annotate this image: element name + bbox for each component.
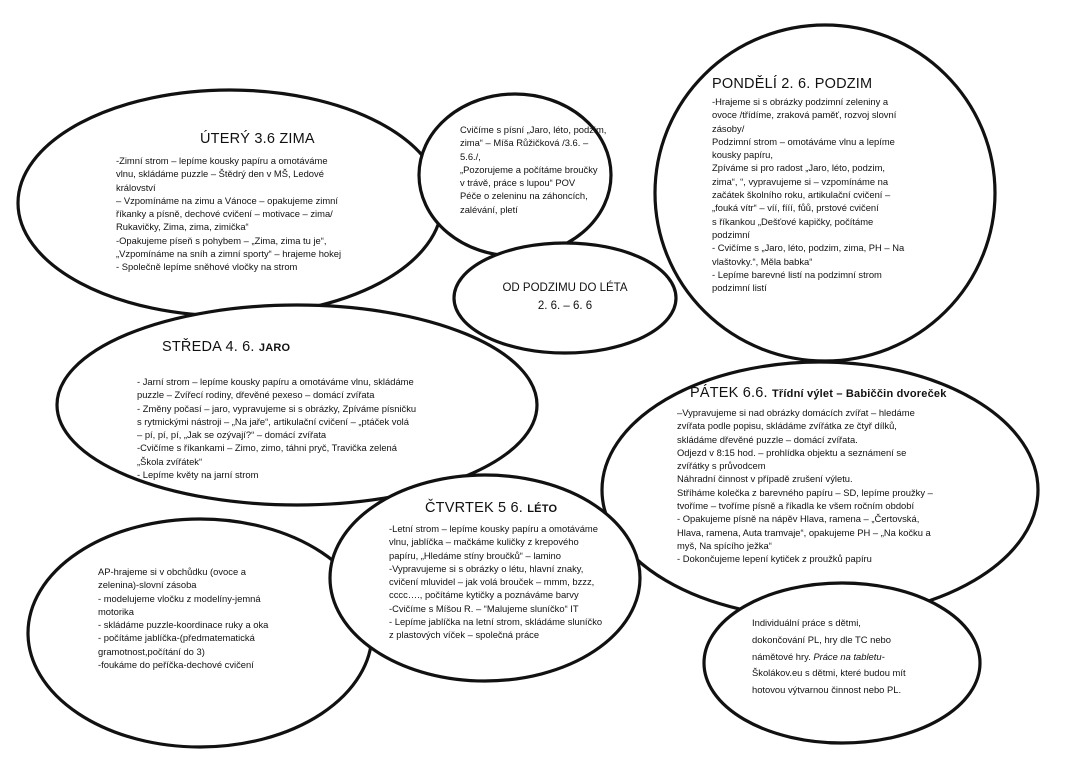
text-line: zima“, “, vypravujeme si – vzpomínáme na [712, 175, 889, 187]
patek-title [690, 385, 947, 401]
text-line: „Pozorujeme a počítáme broučky [460, 163, 598, 175]
text-line: zvířátky s průvodcem [677, 460, 766, 472]
text-line: skládáme dřevěné puzzle – domácí zvířata. [677, 433, 858, 445]
text-line: -Zimní strom – lepíme kousky papíru a omotáváme [116, 155, 328, 166]
text-line: Cvičíme s písní „Jaro, léto, podzim, [460, 124, 607, 135]
text-line: -Vypravujeme si s obrázky o létu, hlavní znaky, [389, 562, 584, 574]
text-line: tvoříme – tvoříme písně a říkadla ke všem ročním období [677, 500, 915, 512]
text-line: - skládáme puzzle-koordinace ruky a oka [98, 619, 269, 631]
text-line: - Lepíme barevné listí na podzimní strom [712, 268, 882, 280]
text-line: -Letní strom – lepíme kousky papíru a omotáváme [389, 523, 598, 534]
utery-text [116, 154, 341, 274]
text-line: -Hrajeme si s obrázky podzimní zeleniny a [712, 96, 889, 107]
text-line: –Vypravujeme si nad obrázky domácích zvířat – hledáme [677, 407, 915, 418]
text-line [752, 649, 906, 666]
text-line: -foukáme do peříčka-dechové cvičení [98, 659, 254, 671]
ctvrtek-title [425, 500, 557, 516]
utery-title: ÚTERÝ 3.6 ZIMA [200, 131, 315, 147]
text-line: s říkankou „Dešťové kapičky, počítáme [712, 215, 874, 227]
text-line: začátek školního roku, artikulační cvičení – [712, 189, 891, 201]
text-line: ovoce /třídíme, zraková paměť, rozvoj slovní [712, 109, 897, 121]
patek-title-main: PÁTEK 6.6. [690, 385, 768, 401]
ctvrtek-text [389, 522, 602, 642]
text-line: - Cvičíme s „Jaro, léto, podzim, zima, PH – Na [712, 242, 905, 254]
individual-line3-text: námětové hry. [752, 650, 814, 662]
text-line: – pí, pí, pí, „Jak se ozývají?“ – domácí zvířata [137, 429, 327, 441]
pondeli-title: PONDĚLÍ 2. 6. PODZIM [712, 76, 873, 92]
text-line: vlaštovky.“, Měla babka“ [712, 255, 813, 267]
text-line: - modelujeme vločku z modelíny-jemná [98, 592, 261, 604]
streda-title-season: JARO [258, 342, 291, 354]
text-line: podzimní [712, 228, 751, 240]
text-line: Péče o zeleninu na záhoncích, [460, 190, 588, 202]
text-line: zelenina)-slovní zásoba [98, 579, 197, 591]
text-line: 5.6./, [460, 150, 481, 162]
patek-text [677, 406, 933, 566]
patek-title-trip: Třídní výlet – Babiččin dvoreček [772, 388, 947, 400]
text-line: -Cvičíme s říkankami – Zimo, zimo, táhni pryč, Travička zelená [137, 442, 397, 454]
text-line: z plastových víček – společná práce [389, 629, 540, 641]
streda-title [162, 339, 290, 355]
text-line: Podzimní strom – omotáváme vlnu a lepíme [712, 135, 895, 147]
text-line: - Lepíme jablíčka na letní strom, skládáme sluníčko [389, 616, 603, 628]
text-line: Školákov.eu s dětmi, které budou mít [752, 667, 906, 679]
text-line: Stříháme kolečka z barevného papíru – SD, lepíme proužky – [677, 486, 933, 498]
text-line: - Opakujeme písně na nápěv Hlava, ramena – „Čertovská, [677, 513, 920, 525]
text-line: -Opakujeme píseň s pohybem – „Zima, zima tu je“, [116, 234, 327, 246]
text-line: říkanky a písně, dechové cvičení – motivace – zima/ [116, 208, 333, 220]
text-line: puzzle – Zvířecí rodiny, dřevěné pexeso – domácí zvířata [137, 389, 375, 401]
text-line: - Jarní strom – lepíme kousky papíru a omotáváme vlnu, skládáme [137, 376, 414, 387]
text-line: zima“ – Míša Růžičková /3.6. – [460, 137, 589, 149]
text-line: myš, Na spícího ježka“ [677, 539, 772, 551]
text-line: Individuální práce s dětmi, [752, 617, 861, 628]
individual-tablet-text: Práce na tabletu- [813, 650, 885, 662]
text-line: Odjezd v 8:15 hod. – prohlídka objektu a seznámení se [677, 446, 907, 458]
ctvrtek-title-main: ČTVRTEK 5 6. [425, 500, 524, 516]
text-line: vlnu, jablíčka – mačkáme kuličky z krepového [389, 536, 579, 548]
text-line: hotovou výtvarnou činnost nebo PL. [752, 684, 902, 696]
text-line: zásoby/ [712, 122, 745, 134]
text-line: - Společně lepíme sněhové vločky na strom [116, 261, 298, 273]
ap-text [98, 565, 268, 671]
text-line: papíru, „Hledáme stíny broučků“ – lamino [389, 549, 561, 561]
song-text [460, 123, 606, 216]
center-theme [470, 279, 660, 315]
text-line: cccc…., počítáme kytičky a poznáváme barvy [389, 589, 579, 601]
text-line: gramotnost,počítání do 3) [98, 645, 205, 657]
text-line: zvířata podle popisu, skládáme zvířátka ze čtyř dílků, [677, 420, 897, 432]
text-line: -Cvičíme s Míšou R. – “Malujeme sluníčko“ IT [389, 602, 579, 614]
text-line: cvičení mluvidel – jak volá brouček – mmm, bzzz, [389, 576, 595, 588]
center-dates: 2. 6. – 6. 6 [537, 300, 593, 312]
text-line: motorika [98, 605, 134, 617]
text-line: - Změny počasí – jaro, vypravujeme si s obrázky, Zpíváme písničku [137, 402, 417, 414]
ctvrtek-title-season: LÉTO [527, 503, 558, 515]
text-line: kousky papíru, [712, 149, 773, 161]
text-line: Rukavičky, Zima, zima, zimička“ [116, 221, 249, 233]
text-line: s rytmickými nástroji – „Na jaře“, artikulační cvičení – „ptáček volá [137, 415, 409, 427]
text-line: dokončování PL, hry dle TC nebo [752, 633, 891, 645]
pondeli-text [712, 95, 904, 294]
text-line: v trávě, práce s lupou“ POV [460, 177, 576, 189]
text-line: - Dokončujeme lepení kytiček z proužků papíru [677, 553, 872, 565]
text-line: „fouká vítr“ – víí, fííí, fůů, prstové cvičení [712, 202, 879, 214]
streda-title-main: STŘEDA 4. 6. [162, 339, 255, 355]
text-line: „Vzpomínáme na sníh a zimní sporty“ – hrajeme hokej [116, 248, 342, 260]
text-line: AP-hrajeme si v obchůdku (ovoce a [98, 566, 246, 577]
streda-text [137, 375, 416, 481]
text-line: vlnu, skládáme puzzle – Štědrý den v MŠ, Ledové [116, 168, 324, 180]
text-line: podzimní listí [712, 282, 767, 294]
center-title: OD PODZIMU DO LÉTA [502, 282, 628, 294]
text-line: zalévání, pletí [460, 203, 518, 215]
text-line: - počítáme jablíčka-(předmatematická [98, 632, 255, 644]
text-line: království [116, 181, 156, 193]
text-line: Zpíváme si pro radost „Jaro, léto, podzim, [712, 162, 885, 174]
text-line: Náhradní činnost v případě zrušení výletu. [677, 473, 853, 485]
text-line: - Lepíme květy na jarní strom [137, 469, 259, 481]
text-line: „Škola zvířátek“ [137, 455, 203, 467]
individual-text [752, 615, 906, 699]
text-line: Hlava, ramena, Auta tramvaje“, opakujeme PH – „Na kočku a [677, 526, 931, 538]
text-line: – Vzpomínáme na zimu a Vánoce – opakujeme zimní [116, 194, 338, 206]
